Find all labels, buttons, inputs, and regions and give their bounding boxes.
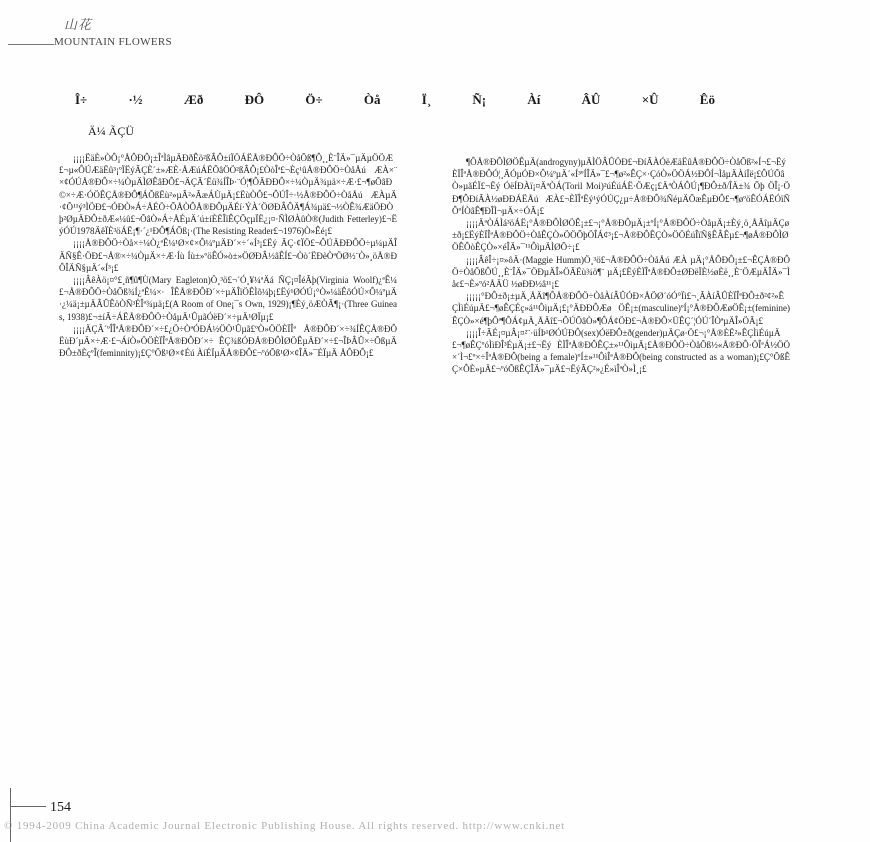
title-glyph: ÂÛ xyxy=(581,92,601,107)
header-rule xyxy=(8,44,54,45)
running-title: MOUNTAIN FLOWERS xyxy=(54,36,172,48)
paragraph: ¡¡¡¡ÂêÎ÷¡¤»ôÄ·(Maggie Humm)Ö¸³ö£¬Å®ÐÔÖ÷ÒåÅú ÆÀ µÄ¡°ÅÔÐÔ¡±£¬ÊÇÅ®ÐÔÖ÷ÒåÕßÔÚ¸¸È¨ÎÄ»¯ÖÐµÄÎ»ÖÃËù¾ö¶¨ µÄ¡£ËýÈÏÎªÅ®ÐÔ±ØÐëÏÈ½øÈë¸¸È¨ÖÆµÄÎÄ»¯Ìåϵ£¬È»ºó²ÅÄÜ ½øÐÐ½â¹¹¡£ xyxy=(452,254,790,290)
paragraph: ¶ÔÅ®ÐÔÌØÖÊµÄ(androgyny)µÄÌÖÂÛÖÐ£¬ÐíÃÀÓëÆäËûÅ®ÐÔÖ÷ÒåÕß²»Í¬£¬ËýÈÏÎªÅ®ÐÔÓ¦¸ÃÓµÓÐ×Ô¼ºµÄ´«Í³ºÍÎÄ»¯£¬¶ø²»ÊÇ×·ÇóÒ»ÖÖÁ½ÐÔÍ¬ÌåµÄÀíÏë¡£ÔÚÕâÒ»µãÉÏ£¬Ëý ÓëÍÐÀï¡¤ÄªÒÁ(Toril Moi)²úÉúÁË·ÖÆç¡£ÄªÒÁÔÚ¡¶ÐÔ±ð/ÎÄ±¾ Õþ ÖÎ¡·ÖÐ¶ÔÐíÃÀ½øÐÐÁËÅú ÆÀ£¬ÈÏÎªËý¹ýÓÚÇ¿µ÷Å®ÐÔ¾ÑéµÄÕæÊµÐÔ£¬¶øºöÊÓÁËÓïÑÔºÍÒâÊ¶ÐÎÌ¬µÄ×÷ÓÃ¡£ xyxy=(452,157,790,216)
title-glyph: Ñ¡ xyxy=(472,92,487,107)
title-glyph: Àí xyxy=(527,92,541,107)
article-title xyxy=(75,92,715,108)
title-glyph: Î÷ xyxy=(75,92,88,107)
title-glyph: Ï¸ xyxy=(421,92,432,107)
paragraph: ¡¡¡¡Å®ÐÔÖ÷Òå×÷¼Ò¿ªÊ¼¹Ø×¢×Ô¼ºµÄÐ´×÷´«Í³¡£Ëý ÃÇ·¢ÏÖ£¬ÔÚÄÐÐÔÖ÷µ¼µÄÎÄÑ§Ê·ÖÐ£¬Å®×÷¼ÒµÄ×÷Æ·Íù Íù±»ºöÊÓ»ò±»ÖØÐÂ½âÊÍ£¬Òò´ËÐèÒªÖØ½¨Ò»¸öÅ®ÐÔÎÄÑ§µÄ´«Í³¡£ xyxy=(59,238,397,273)
title-glyph: Æð xyxy=(183,92,204,107)
title-glyph: Êö xyxy=(699,92,715,107)
paragraph: ¡¡¡¡Î÷ÃÉ¡¤µÂ¡¤²¨·üÍÞ¹ØÓÚÐÔ(sex)ÓëÐÔ±ð(gender)µÄÇø·Ö£¬¡°Å®ÈË²»ÊÇÌìÉúµÄ£¬¶øÊÇºóÌìÐÎ³ÉµÄ¡±£¬Ëý ÈÏÎªÅ®ÐÔÊÇ±»¹¹ÔìµÄ¡£Å®ÐÔÖ÷ÒåÕß½«Å®ÐÔ·ÖÎªÁ½ÖÖ×´Ì¬£º×÷ÎªÅ®ÐÔ(being a female)ºÍ±»¹¹ÔìÎªÅ®ÐÔ(being constructed as a woman)¡£Ç°ÕßÊÇ×ÔÈ»µÄ£¬ºóÕßÊÇÎÄ»¯µÄ£¬ËýÃÇ²»¿É»ìÎªÒ»Ì¸¡£ xyxy=(452,327,790,375)
copyright-notice: © 1994-2009 China Academic Journal Electronic Publishing House. All rights reserved. http://www.cnki.net xyxy=(4,820,566,832)
title-glyph: ×Û xyxy=(641,92,659,107)
journal-logo: 山花 xyxy=(64,17,93,32)
paragraph: ¡¡¡¡ÄªÒÁÌá³öÁË¡°Å®ÐÔÌØÖÊ¡±£¬¡°Å®ÐÔµÄ¡±ºÍ¡°Å®ÐÔÖ÷ÒåµÄ¡±Èý¸ö¸ÅÄîµÄÇø±ð¡£ËýÈÏÎªÅ®ÐÔÖ÷ÒåÊÇÒ»ÖÖÕþÖÎÁ¢³¡£¬Å®ÐÔÊÇÒ»ÖÖÉúÎïÑ§ÊÂÊµ£¬¶øÅ®ÐÔÌØÖÊÔòÊÇÒ»×éÎÄ»¯¹¹ÔìµÄÌØÕ÷¡£ xyxy=(452,218,790,253)
right-column xyxy=(452,156,790,376)
title-glyph: ÐÔ xyxy=(244,92,265,107)
page-corner-rule-vertical xyxy=(10,788,11,842)
page-number: 154 xyxy=(50,800,71,815)
title-glyph: Ö÷ xyxy=(305,92,323,107)
page-corner-rule-horizontal xyxy=(10,806,46,807)
paragraph: ¡¡¡¡ÂêÀö¡¤°£¸ñ¶û¶Ù(Mary Eagleton)Ö¸³ö£¬´Ó¸¥¼ªÄá ÑÇ¡¤ÎéÃþ(Virginia Woolf)¿ªÊ¼£¬Å®ÐÔÖ÷ÒåÕß¾Í¿ªÊ¼×· ÎÊÅ®ÐÔÐ´×÷µÄÎïÖÊÌõ¼þ¡£Ëý¹ØÓÚ¡°Ò»¼äÊôÓÚ×Ô¼ºµÄ ·¿¼ä¡±µÄÂÛÊöÒÑ³ÉÎª¾µä¡£(A Room of One¡¯s Own, 1929)¡¶Èý¸öÆÒÃ¶¡·(Three Guineas, 1938)£¬±íÃ÷ÁËÅ®ÐÔÖ÷ÒåµÄ¹ÛµãÓëÐ´×÷µÄ¹ØÏµ¡£ xyxy=(59,275,397,322)
paragraph: ¡¡¡¡¡°ÐÔ±ð¡±µÄ¸ÅÄî¶ÔÅ®ÐÔÖ÷ÒåÀíÂÛÓÐ×ÅÖØ´óÓ°Ïì£¬¸ÃÀíÂÛÈÏÎªÐÔ±ð²¢²»ÊÇÌìÉúµÄ£¬¶øÊÇÉç»á¹¹ÔìµÄ¡£¡°ÄÐÐÔÆø ÖÊ¡±(masculine)ºÍ¡°Å®ÐÔÆøÖÊ¡±(feminine)ÊÇÒ»×é¶þÔª¶ÔÁ¢µÄ¸ÅÄî£¬ÔÚÕâÒ»¶ÔÁ¢ÖÐ£¬Å®ÐÔ×ÜÊÇ´¦ÓÚ´ÎÒªµÄÎ»ÖÃ¡£ xyxy=(452,291,790,326)
paragraph: ¡¡¡¡ËäÈ»ÒÔ¡°ÅÔÐÔ¡±ÎªÌâµÄÐðÊö²ßÂÔ±íÏÖÁËÅ®ÐÔÖ÷ÒåÕß¶Ô¸¸È¨ÎÄ»¯µÄµÖÖÆ£¬µ«ÔÚÆäËû³¡ºÏËýÃÇÈ´±»ÆÈ·ÅÆúÁËÕâÖÖ²ßÂÔ¡£ÒòÎª£¬Èç¹ûÅ®ÐÔÖ÷ÒåÅú ÆÀ×¨×¢ÓÚÅ®ÐÔ×÷¼ÒµÄÌØÊâÐÔ£¬ÄÇÃ´Ëü¾ÍÎÞ·¨Ó¦¶ÔÄÐÐÔ×÷¼ÒµÄ¾µä×÷Æ·£¬¶øÕâÐ©×÷Æ·ÓÖÊÇÅ®ÐÔ¶ÁÕßËù²»µÃ²»ÃæÁÙµÄ¡£ËùÒÔ£¬ÔÚÎ÷·½Å®ÐÔÖ÷ÒåÅú ÆÀµÄ·¢Õ¹¹ý³ÌÖÐ£¬ÓÐÒ»Á÷ÅÉÖ÷ÕÅÒÔÅ®ÐÔµÄÉí·ÝÀ´ÖØÐÂÔÄ¶Á¾µä£¬½ÒÊ¾ÆäÖÐÒþ²ØµÄÐÔ±ðÆ«¼û£¬ÕâÒ»Á÷ÅÉµÄ´ú±íÈËÎïÊÇÕçµÏË¿¡¤·ÑÌØÀûÒ®(Judith Fetterley)£¬ËýÓÚ1978ÄêÏÈ³öÁË¡¶·´¿¹ÐÔ¶ÁÕß¡·(The Resisting Reader£¬1976)Ò»Êé¡£ xyxy=(59,153,397,237)
left-column xyxy=(59,152,397,359)
title-glyph: Òå xyxy=(363,92,381,107)
author-name: Ä¼ ÃÇÜ xyxy=(88,124,135,138)
title-glyph: ·½ xyxy=(128,92,143,107)
paragraph: ¡¡¡¡ÄÇÃ´ºÎÎªÅ®ÐÔÐ´×÷£¿Ö÷ÒªÓÐÁ½ÖÖ¹Ûµã£ºÒ»ÖÖÈÏÎª Å®ÐÔÐ´×÷¾ÍÊÇÅ®ÐÔËùÐ´µÄ×÷Æ·£¬ÁíÒ»ÖÖÈÏÎªÅ®ÐÔÐ´×÷ ÊÇ¾ßÓÐÅ®ÐÔÌØÖÊµÄÐ´×÷£¬ÎÞÂÛ×÷ÕßµÄÐÔ±ðÈçºÎ(feminnity)¡£Ç°Õß¹Ø×¢Éú ÀíÉÏµÄÅ®ÐÔ£¬ºóÕß¹Ø×¢ÎÄ»¯ÉÏµÄ ÅÔÐÔ¡£ xyxy=(59,323,397,359)
